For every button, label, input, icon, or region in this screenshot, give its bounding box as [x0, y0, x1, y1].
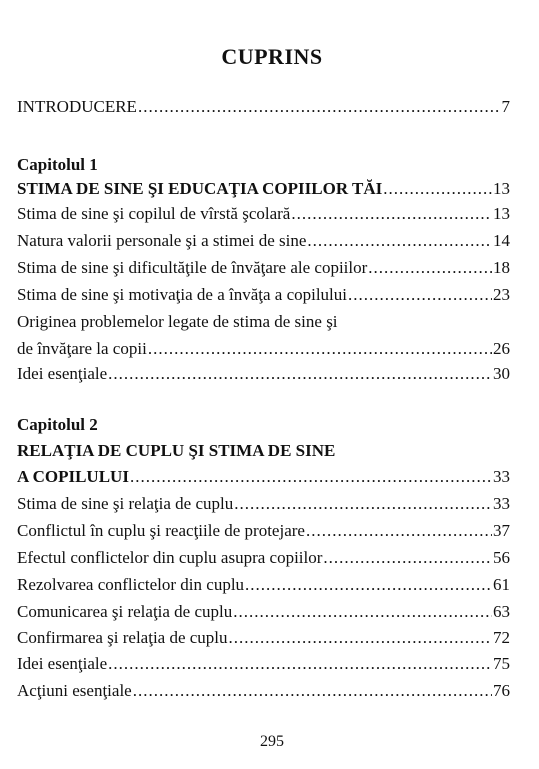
toc-entry-label: Confirmarea şi relaţia de cuplu	[17, 628, 228, 647]
toc-entry-intro[interactable]	[17, 95, 510, 119]
toc-entry-label: Conflictul în cuplu şi reacţiile de protejare	[17, 521, 305, 540]
toc-entry-page: 33	[493, 494, 510, 513]
page-number: 295	[260, 733, 284, 750]
dot-leader	[148, 337, 492, 361]
page-title: CUPRINS	[221, 44, 323, 69]
toc-entry-ch2-4[interactable]	[17, 573, 510, 597]
toc-entry-ch1-2[interactable]	[17, 229, 510, 253]
toc-entry-label: Stima de sine şi motivaţia de a învăţa a copilului	[17, 285, 348, 304]
toc-entry-page: 14	[493, 231, 510, 250]
toc-entry-label: Idei esenţiale	[17, 654, 108, 673]
toc-entry-page: 61	[493, 575, 510, 594]
dot-leader	[233, 600, 492, 624]
dot-leader	[306, 519, 492, 543]
toc-entry-label: Stima de sine şi copilul de vîrstă şcolară	[17, 204, 291, 223]
dot-leader	[108, 362, 492, 386]
toc-entry-ch2-2[interactable]	[17, 519, 510, 543]
dot-leader	[323, 546, 492, 570]
toc-entry-page: 72	[493, 628, 510, 647]
toc-entry-ch2-6[interactable]	[17, 626, 510, 650]
dot-leader	[383, 177, 492, 201]
dot-leader	[291, 202, 492, 226]
toc-entry-ch2-actions[interactable]	[17, 679, 510, 703]
dot-leader	[307, 229, 492, 253]
chapter-1-heading: Capitolul 1	[17, 155, 98, 174]
toc-entry-page: 13	[493, 204, 510, 223]
toc-entry-page: 33	[493, 467, 510, 486]
toc-entry-ch2-1[interactable]	[17, 492, 510, 516]
toc-entry-label: INTRODUCERE	[17, 97, 137, 116]
toc-entry-label: Stima de sine şi dificultăţile de învăţare ale copiilor	[17, 258, 368, 277]
toc-entry-label: Acţiuni esenţiale	[17, 681, 132, 700]
toc-entry-label: Stima de sine şi relaţia de cuplu	[17, 494, 234, 513]
toc-entry-chapter-2-title[interactable]	[17, 465, 510, 489]
toc-entry-page: 18	[493, 258, 510, 277]
dot-leader	[108, 652, 492, 676]
toc-entry-ch1-4[interactable]	[17, 283, 510, 307]
toc-entry-page: 37	[493, 521, 510, 540]
toc-entry-label: de învăţare la copii	[17, 339, 147, 358]
toc-entry-ch1-5[interactable]	[17, 337, 510, 361]
toc-entry-page: 23	[493, 285, 510, 304]
dot-leader	[229, 626, 492, 650]
toc-entry-chapter-1-title[interactable]	[17, 177, 510, 201]
dot-leader	[138, 95, 501, 119]
toc-entry-label: Natura valorii personale şi a stimei de sine	[17, 231, 307, 250]
toc-entry-page: 30	[493, 364, 510, 383]
toc-entry-page: 63	[493, 602, 510, 621]
toc-entry-ch2-5[interactable]	[17, 600, 510, 624]
chapter-2-heading: Capitolul 2	[17, 415, 98, 434]
toc-entry-label: Idei esenţiale	[17, 364, 108, 383]
chapter-2-title-line1[interactable]: RELAŢIA DE CUPLU ŞI STIMA DE SINE	[17, 441, 336, 460]
toc-entry-ch1-3[interactable]	[17, 256, 510, 280]
toc-entry-ch1-1[interactable]	[17, 202, 510, 226]
dot-leader	[348, 283, 492, 307]
dot-leader	[133, 679, 492, 703]
dot-leader	[368, 256, 492, 280]
dot-leader	[245, 573, 492, 597]
toc-entry-ch2-3[interactable]	[17, 546, 510, 570]
toc-entry-page: 26	[493, 339, 510, 358]
toc-entry-label: Comunicarea şi relaţia de cuplu	[17, 602, 233, 621]
toc-entry-page: 75	[493, 654, 510, 673]
toc-entry-page: 13	[493, 179, 510, 198]
dot-leader	[234, 492, 492, 516]
toc-entry-label: STIMA DE SINE ŞI EDUCAŢIA COPIILOR TĂI	[17, 179, 383, 198]
toc-entry-label: A COPILULUI	[17, 467, 129, 486]
toc-entry-label: Efectul conflictelor din cuplu asupra copiilor	[17, 548, 323, 567]
toc-entry-ch1-ideas[interactable]	[17, 362, 510, 386]
toc-entry-ch1-5-line1[interactable]: Originea problemelor legate de stima de sine şi	[17, 312, 338, 331]
toc-entry-page: 56	[493, 548, 510, 567]
toc-entry-page: 7	[501, 97, 510, 116]
dot-leader	[130, 465, 492, 489]
toc-entry-page: 76	[493, 681, 510, 700]
toc-entry-ch2-ideas[interactable]	[17, 652, 510, 676]
toc-entry-label: Rezolvarea conflictelor din cuplu	[17, 575, 245, 594]
